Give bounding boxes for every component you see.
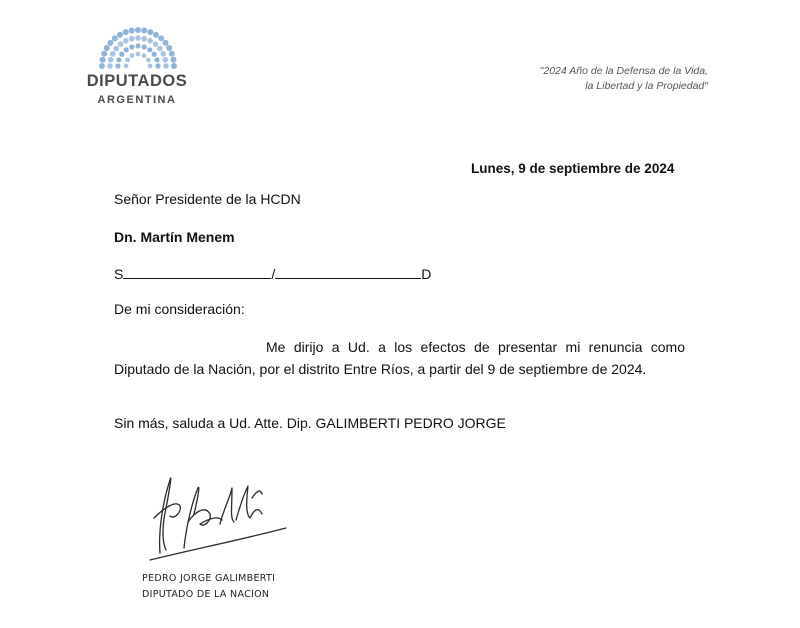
sd-d: D — [421, 266, 432, 282]
sd-slash: / — [271, 266, 276, 282]
addressee: Señor Presidente de la HCDN — [114, 191, 301, 207]
logo-brand-text: DIPUTADOS — [86, 72, 188, 90]
sd-line — [114, 264, 431, 282]
congress-arc-icon — [96, 14, 180, 70]
signatory-title: DIPUTADO DE LA NACION — [142, 589, 270, 600]
sd-blank-1 — [123, 264, 271, 279]
logo-country-text: ARGENTINA — [97, 94, 177, 106]
sd-blank-2 — [275, 264, 421, 279]
signatory-name: PEDRO JORGE GALIMBERTI — [142, 573, 276, 584]
letter-body: Me dirijo a Ud. a los efectos de presentar mi renuncia como Diputado de la Nación, por el distrito Entre Ríos, a partir del 9 de septiembre de 2024. — [114, 339, 685, 377]
year-motto — [540, 64, 708, 94]
letter-date: Lunes, 9 de septiembre de 2024 — [471, 161, 675, 176]
motto-line-2: la Libertad y la Propiedad" — [585, 80, 708, 92]
recipient-name: Dn. Martín Menem — [114, 229, 235, 245]
handwritten-signature — [140, 458, 290, 568]
motto-line-1: "2024 Año de la Defensa de la Vida, — [539, 65, 708, 77]
salutation: De mi consideración: — [114, 301, 245, 317]
diputados-logo — [82, 14, 192, 104]
sd-s: S — [114, 266, 124, 282]
closing-line: Sin más, saluda a Ud. Atte. Dip. GALIMBERTI PEDRO JORGE — [114, 415, 506, 431]
